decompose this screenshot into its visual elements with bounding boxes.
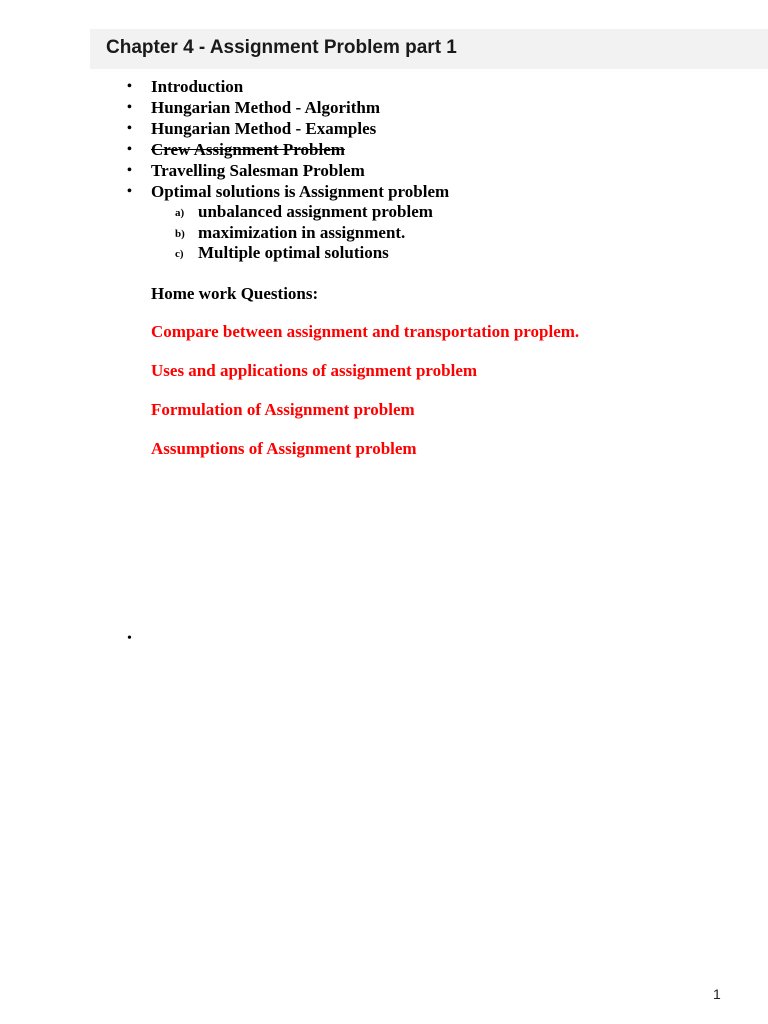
list-item-label: Optimal solutions is Assignment problem	[151, 182, 450, 201]
list-item	[0, 76, 768, 97]
page-number: 1	[713, 986, 721, 1002]
sub-list-label: maximization in assignment.	[198, 222, 406, 242]
bullet-icon: •	[127, 100, 132, 115]
list-item-label: Travelling Salesman Problem	[151, 161, 365, 180]
bullet-icon: •	[127, 184, 132, 199]
homework-heading: Home work Questions:	[151, 284, 319, 303]
list-item-struck	[0, 139, 768, 160]
sub-list-item	[0, 202, 768, 223]
sub-list-item	[0, 223, 768, 244]
sub-list-item	[0, 243, 768, 264]
list-item	[0, 160, 768, 181]
list-item	[0, 118, 768, 139]
sub-list-marker: c)	[175, 248, 184, 260]
homework-question: Formulation of Assignment problem	[151, 400, 415, 419]
homework-question: Compare between assignment and transportation proplem.	[151, 322, 580, 341]
list-item	[0, 97, 768, 118]
topic-list	[0, 76, 768, 202]
sub-list-label: Multiple optimal solutions	[198, 243, 389, 262]
bullet-icon: •	[127, 79, 132, 94]
sub-list-marker: b)	[175, 227, 185, 240]
bullet-icon: •	[127, 121, 132, 136]
chapter-title: Chapter 4 - Assignment Problem part 1	[106, 37, 457, 58]
homework-question: Uses and applications of assignment problem	[151, 361, 478, 380]
bullet-icon: •	[127, 163, 132, 178]
sub-list-label: unbalanced assignment problem	[198, 202, 433, 221]
list-item	[0, 181, 768, 202]
sub-list-marker: a)	[175, 207, 185, 219]
list-item-label: Hungarian Method - Examples	[151, 119, 377, 138]
bullet-icon: •	[127, 142, 132, 157]
chapter-title-bar	[90, 29, 768, 69]
list-item-label: Hungarian Method - Algorithm	[151, 98, 381, 117]
list-item-label: Crew Assignment Problem	[151, 140, 345, 159]
sub-topic-list	[0, 202, 768, 264]
homework-question: Assumptions of Assignment problem	[151, 439, 417, 458]
list-item-label: Introduction	[151, 77, 244, 96]
empty-bullet-icon: •	[127, 631, 132, 646]
